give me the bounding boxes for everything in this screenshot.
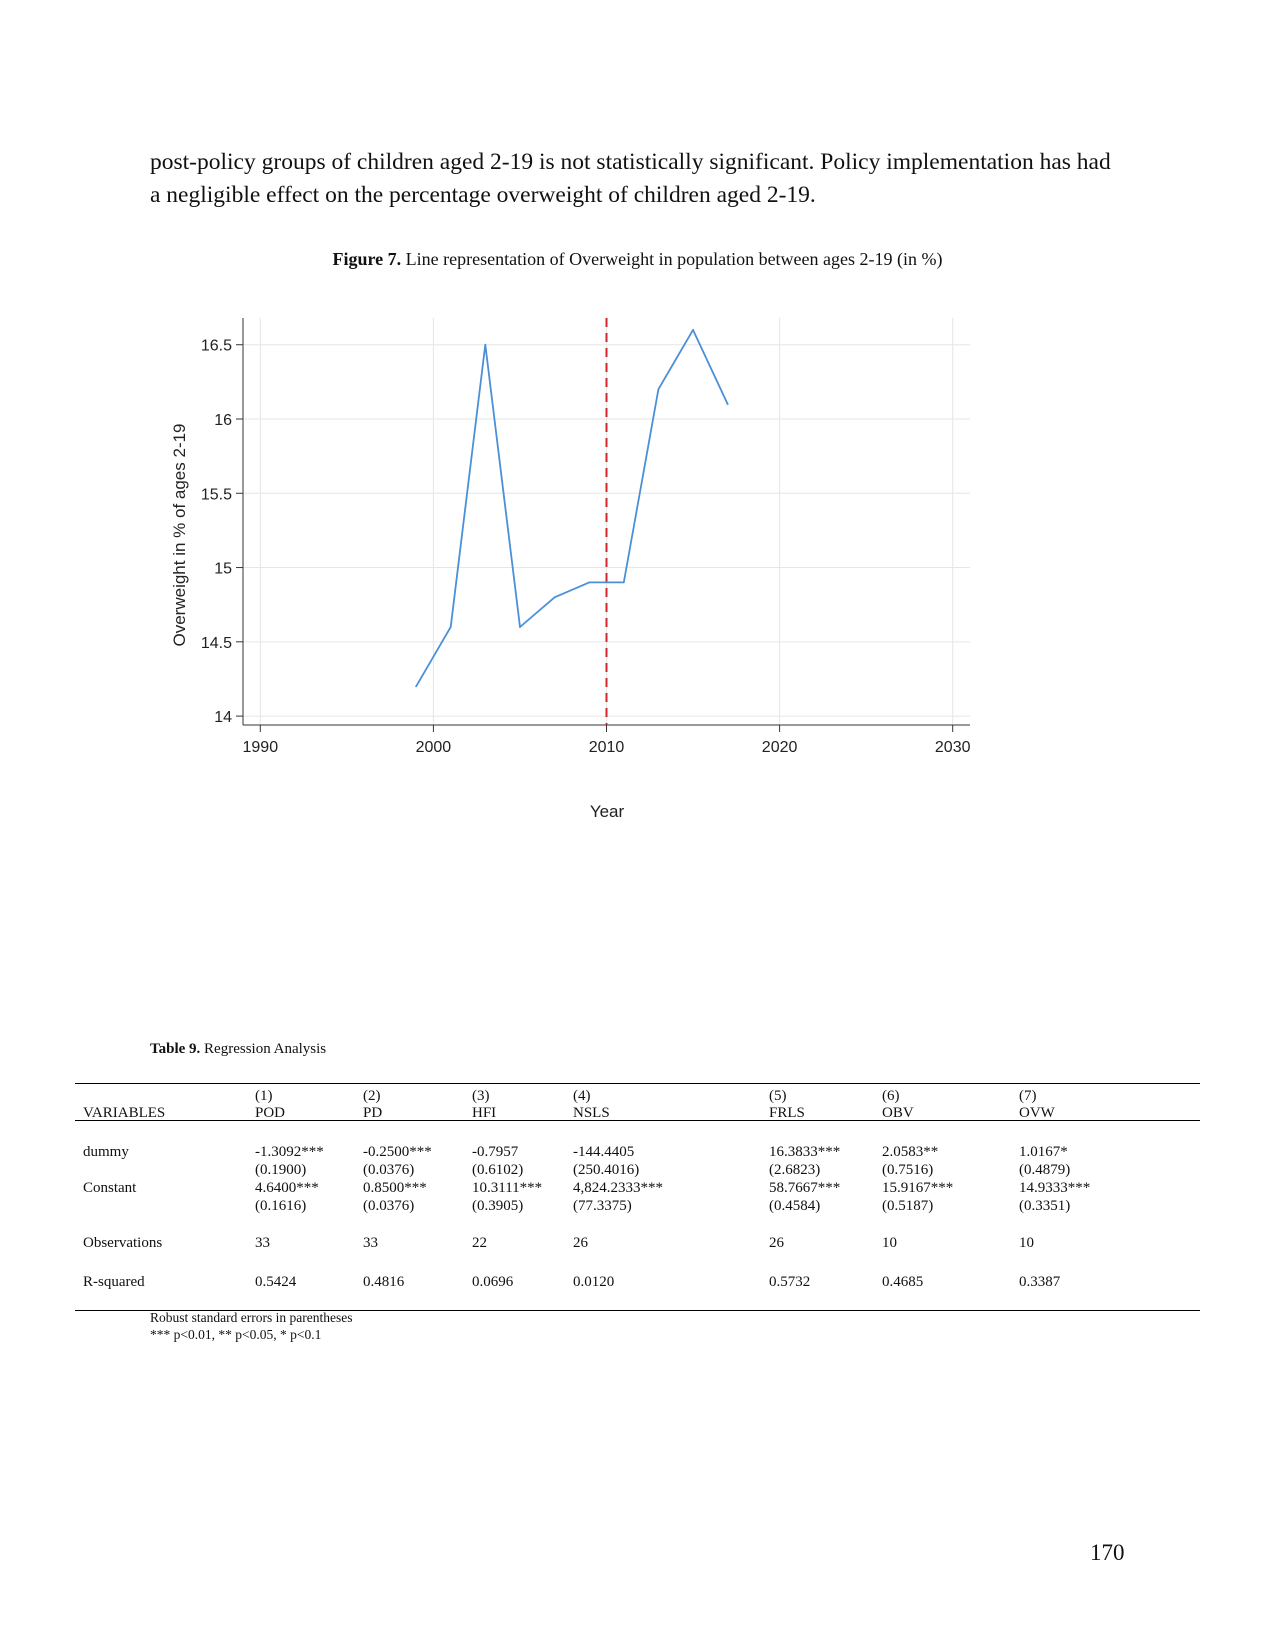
- column-number: (2): [363, 1088, 381, 1104]
- table-note: Robust standard errors in parentheses: [150, 1310, 353, 1325]
- observations-cell: 33: [255, 1235, 270, 1251]
- coefficient-cell: 15.9167***: [882, 1180, 954, 1196]
- data-point: [588, 582, 590, 584]
- column-number: (4): [573, 1088, 591, 1104]
- std-error-cell: (77.3375): [573, 1198, 632, 1214]
- coefficient-cell: 2.0583**: [882, 1144, 939, 1160]
- std-error-cell: (250.4016): [573, 1162, 640, 1178]
- data-point: [658, 388, 660, 390]
- coefficient-cell: -0.2500***: [363, 1144, 432, 1160]
- y-tick-label: 16.5: [200, 337, 232, 355]
- overweight-line-chart: [165, 310, 1045, 830]
- std-error-cell: (0.3351): [1019, 1198, 1071, 1214]
- x-tick-label: 2000: [415, 739, 452, 756]
- std-error-cell: (0.7516): [882, 1162, 934, 1178]
- column-number: (5): [769, 1088, 787, 1104]
- data-point: [727, 403, 729, 405]
- data-point: [519, 626, 521, 628]
- observations-cell: 10: [882, 1235, 897, 1251]
- rsquared-cell: 0.5424: [255, 1274, 297, 1290]
- chart-marks: [415, 318, 728, 725]
- data-point: [692, 329, 694, 331]
- column-header: OBV: [882, 1105, 914, 1121]
- column-header: POD: [255, 1105, 286, 1121]
- std-error-cell: (0.0376): [363, 1162, 415, 1178]
- std-error-cell: (0.3905): [472, 1198, 524, 1214]
- data-point: [415, 685, 417, 687]
- table-caption-text: Regression Analysis: [200, 1041, 327, 1057]
- observations-cell: 33: [363, 1235, 378, 1251]
- observations-cell: 22: [472, 1235, 487, 1251]
- row-label: R-squared: [83, 1274, 145, 1290]
- column-number: (6): [882, 1088, 900, 1104]
- rsquared-cell: 0.0696: [472, 1274, 514, 1290]
- figure-caption-text: Line representation of Overweight in population between ages 2-19 (in %): [401, 249, 943, 269]
- table-notes: [150, 1309, 352, 1343]
- column-header: HFI: [472, 1105, 497, 1121]
- rsquared-cell: 0.5732: [769, 1274, 811, 1290]
- coefficient-cell: -1.3092***: [255, 1144, 324, 1160]
- column-header: NSLS: [573, 1105, 610, 1121]
- y-tick-label: 14: [214, 709, 232, 727]
- coefficient-cell: 4.6400***: [255, 1180, 319, 1196]
- coefficient-cell: -0.7957: [472, 1144, 519, 1160]
- rsquared-cell: 0.4816: [363, 1274, 405, 1290]
- std-error-cell: (0.1900): [255, 1162, 307, 1178]
- observations-cell: 26: [573, 1235, 588, 1251]
- std-error-cell: (0.5187): [882, 1198, 934, 1214]
- coefficient-cell: 1.0167*: [1019, 1144, 1068, 1160]
- coefficient-cell: 16.3833***: [769, 1144, 841, 1160]
- y-tick-label: 14.5: [200, 634, 232, 652]
- table-note: *** p<0.01, ** p<0.05, * p<0.1: [150, 1327, 322, 1342]
- data-point: [450, 626, 452, 628]
- column-number: (7): [1019, 1088, 1037, 1104]
- coefficient-cell: 58.7667***: [769, 1180, 841, 1196]
- coefficient-cell: 10.3111***: [472, 1180, 543, 1196]
- std-error-cell: (0.4584): [769, 1198, 821, 1214]
- std-error-cell: (0.1616): [255, 1198, 307, 1214]
- rsquared-cell: 0.3387: [1019, 1274, 1061, 1290]
- table-caption: [150, 1041, 326, 1058]
- y-tick-label: 15.5: [200, 486, 232, 504]
- data-point: [554, 596, 556, 598]
- column-header: OVW: [1019, 1105, 1055, 1121]
- observations-cell: 26: [769, 1235, 784, 1251]
- column-header: FRLS: [769, 1105, 805, 1121]
- data-point: [484, 344, 486, 346]
- coefficient-cell: 4,824.2333***: [573, 1180, 663, 1196]
- variables-header: VARIABLES: [83, 1105, 166, 1121]
- figure-caption-label: Figure 7.: [332, 249, 402, 269]
- column-number: (3): [472, 1088, 490, 1104]
- coefficient-cell: 14.9333***: [1019, 1180, 1091, 1196]
- x-tick-label: 1990: [242, 739, 279, 756]
- x-tick-label: 2010: [588, 739, 625, 756]
- row-label: Observations: [83, 1235, 163, 1251]
- coefficient-cell: 0.8500***: [363, 1180, 427, 1196]
- std-error-cell: (2.6823): [769, 1162, 821, 1178]
- column-number: (1): [255, 1088, 273, 1104]
- page-number: 170: [1090, 1540, 1125, 1565]
- rsquared-cell: 0.4685: [882, 1274, 924, 1290]
- overweight-series-line: [416, 330, 728, 687]
- std-error-cell: (0.6102): [472, 1162, 524, 1178]
- intro-paragraph: post-policy groups of children aged 2-19 is not statistically significant. Policy implementation has had a negligible effect on the percentage overweight of children aged 2-19.: [150, 149, 1111, 208]
- x-axis-title: Year: [589, 802, 625, 821]
- coefficient-cell: -144.4405: [573, 1144, 635, 1160]
- x-tick-label: 2020: [761, 739, 798, 756]
- row-label: Constant: [83, 1180, 137, 1196]
- table-top-rule: [75, 1083, 1200, 1084]
- y-tick-label: 15: [214, 560, 232, 578]
- std-error-cell: (0.0376): [363, 1198, 415, 1214]
- row-label: dummy: [83, 1144, 129, 1160]
- figure-caption: [0, 249, 1275, 270]
- chart-axes: [201, 318, 971, 756]
- observations-cell: 10: [1019, 1235, 1034, 1251]
- column-header: PD: [363, 1105, 383, 1121]
- x-tick-label: 2030: [934, 739, 971, 756]
- y-tick-label: 16: [214, 412, 232, 430]
- data-point: [623, 582, 625, 584]
- rsquared-cell: 0.0120: [573, 1274, 615, 1290]
- y-axis-title: Overweight in % of ages 2-19: [170, 423, 189, 647]
- std-error-cell: (0.4879): [1019, 1162, 1071, 1178]
- table-caption-label: Table 9.: [150, 1041, 201, 1057]
